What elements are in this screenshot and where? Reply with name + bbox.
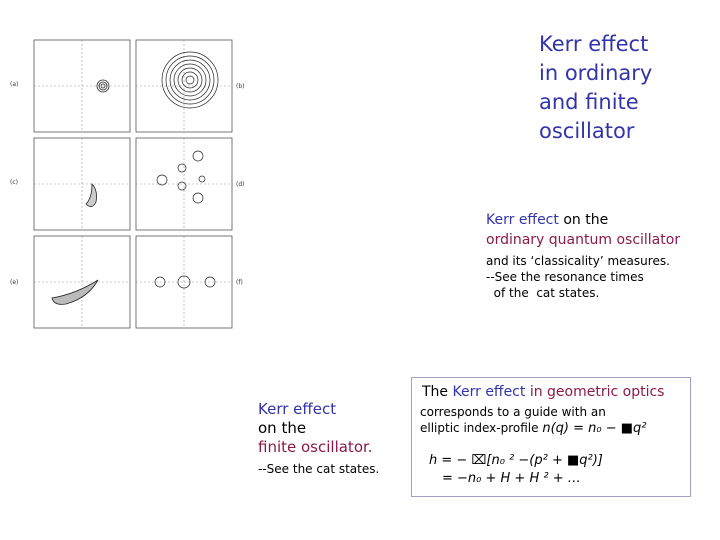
index-profile-label: elliptic index-profile bbox=[420, 421, 543, 435]
label-d: (d) bbox=[236, 181, 245, 188]
ordinary-oscillator-caption bbox=[486, 210, 716, 301]
finite-oscillator-label: finite oscillator. bbox=[258, 438, 373, 456]
optics-heading-post: in geometric optics bbox=[525, 384, 665, 400]
optics-guide-text: corresponds to a guide with an bbox=[420, 405, 606, 419]
kerr-effect-label: Kerr effect bbox=[486, 212, 559, 228]
label-f: (f) bbox=[236, 279, 243, 286]
phase-space-figure bbox=[6, 36, 251, 332]
title-line-2: in ordinary bbox=[539, 61, 653, 85]
label-e: (e) bbox=[10, 279, 19, 286]
cat-states-note: of the cat states. bbox=[486, 286, 600, 300]
classicality-note: and its ‘classicality’ measures. bbox=[486, 254, 670, 268]
optics-kerr-label: Kerr effect bbox=[452, 384, 526, 400]
on-the-label: on the bbox=[558, 212, 609, 228]
hamiltonian-eq-2: = −n₀ + H + H ² + … bbox=[442, 471, 581, 486]
ordinary-oscillator-label: ordinary quantum oscillator bbox=[486, 232, 681, 248]
title-line-4: oscillator bbox=[539, 119, 635, 143]
index-profile-formula: n(q) = n₀ − ■q² bbox=[542, 421, 647, 436]
finite-oscillator-caption bbox=[258, 400, 408, 477]
title-line-1: Kerr effect bbox=[539, 32, 649, 56]
optics-index-profile bbox=[420, 420, 647, 437]
optics-heading bbox=[422, 384, 664, 400]
slide-title bbox=[539, 30, 709, 146]
phase-space-panels bbox=[6, 36, 251, 332]
finite-cat-note: --See the cat states. bbox=[258, 462, 380, 476]
resonance-note: --See the resonance times bbox=[486, 270, 644, 284]
optics-heading-pre: The bbox=[422, 384, 453, 400]
label-b: (b) bbox=[236, 83, 245, 90]
finite-kerr-label: Kerr effect bbox=[258, 400, 337, 418]
label-c: (c) bbox=[10, 179, 18, 186]
caption-heading bbox=[486, 210, 716, 230]
geometric-optics-box bbox=[411, 377, 691, 497]
title-line-3: and finite bbox=[539, 90, 639, 114]
label-a: (a) bbox=[10, 81, 19, 88]
hamiltonian-eq-1: h = − ⌧[n₀ ² −(p² + ■q²)] bbox=[429, 453, 603, 468]
finite-on-the-label: on the bbox=[258, 419, 307, 437]
